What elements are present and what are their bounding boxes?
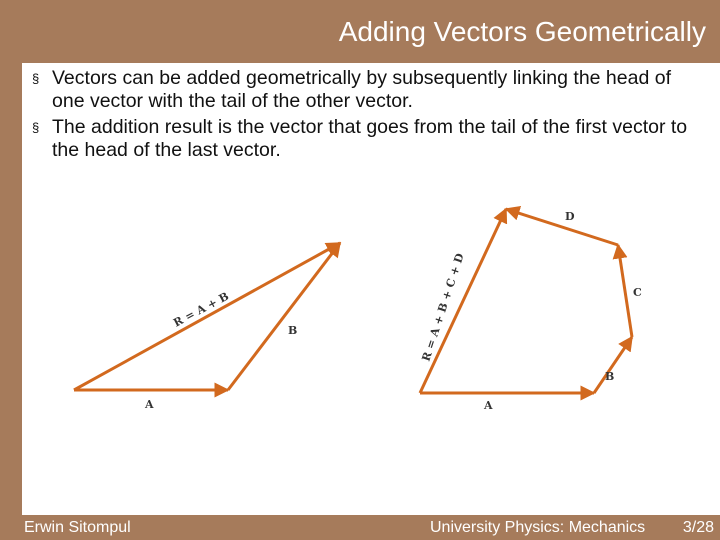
label-a: A (145, 398, 154, 411)
bullet-text: Vectors can be added geometrically by subsequently linking the head of one vector with the tail of the other vector. (52, 67, 671, 112)
label-a: A (484, 399, 493, 412)
polygon-figure (419, 209, 642, 412)
bullet-marker: § (32, 71, 40, 86)
label-b: B (288, 324, 298, 337)
vector-c-arrow (618, 245, 632, 337)
vector-b-arrow (594, 337, 632, 393)
vector-b-arrow (228, 243, 340, 390)
vector-d-arrow (506, 209, 618, 245)
footer-author: Erwin Sitompul (24, 519, 131, 536)
label-b: B (605, 370, 615, 383)
bullet-marker: § (32, 120, 40, 135)
slide-footer (0, 516, 720, 540)
bullet-text: The addition result is the vector that goes from the tail of the first vector to the head of the last vector. (52, 116, 688, 161)
label-r: R = A + B (171, 289, 232, 330)
label-d: D (565, 210, 575, 223)
vector-r-arrow (74, 243, 340, 390)
slide-title: Adding Vectors Geometrically (338, 16, 706, 47)
footer-page-number: 3/28 (682, 519, 714, 536)
triangle-figure (74, 243, 340, 411)
vector-r-arrow (420, 209, 506, 393)
footer-course: University Physics: Mechanics (430, 519, 646, 536)
label-c: C (633, 286, 642, 299)
label-r: R = A + B + C + D (419, 251, 467, 363)
